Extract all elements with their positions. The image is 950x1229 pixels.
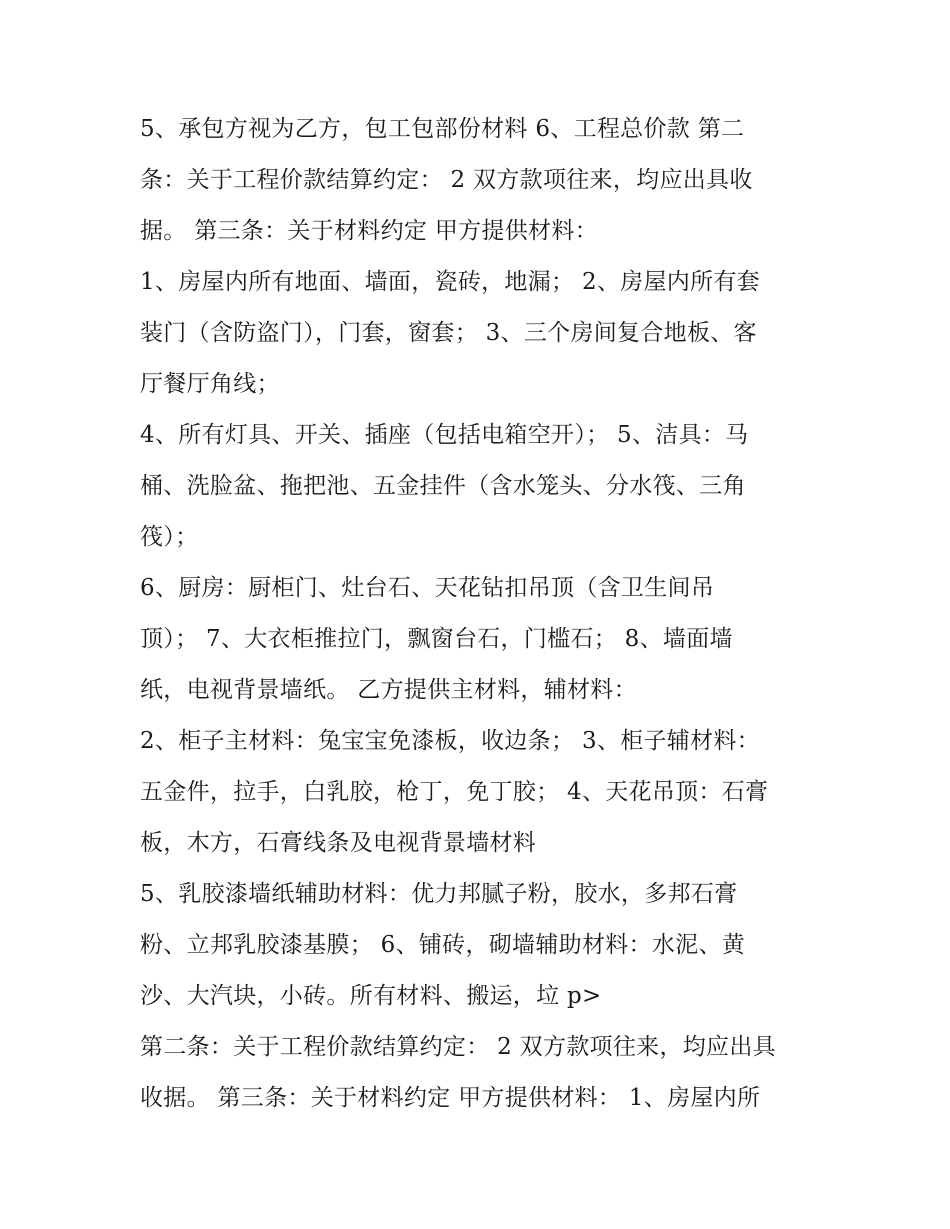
text-line: 装门（含防盗门），门套，窗套； 3、三个房间复合地板、客 — [140, 320, 757, 346]
text-line: 第二条：关于工程价款结算约定： 2 双方款项往来，均应出具 — [140, 1034, 776, 1060]
text-line: 厅餐厅角线； — [140, 371, 280, 397]
text-line: 顶）； 7、大衣柜推拉门，飘窗台石，门槛石； 8、墙面墙 — [140, 626, 733, 652]
text-line: 粉、立邦乳胶漆基膜； 6、铺砖，砌墙辅助材料：水泥、黄 — [140, 932, 746, 958]
text-line: 1、房屋内所有地面、墙面，瓷砖，地漏； 2、房屋内所有套 — [140, 269, 760, 295]
text-line: 2、柜子主材料：兔宝宝免漆板，收边条； 3、柜子辅材料： — [140, 728, 760, 754]
text-line: 条：关于工程价款结算约定： 2 双方款项往来，均应出具收 — [140, 167, 753, 193]
text-line: 5、乳胶漆墙纸辅助材料：优力邦腻子粉，胶水，多邦石膏 — [140, 881, 738, 907]
text-line: 桶、洗脸盆、拖把池、五金挂件（含水笼头、分水筏、三角 — [140, 473, 746, 499]
text-line: 筏）； — [140, 524, 199, 550]
text-line: 6、厨房：厨柜门、灶台石、天花钻扣吊顶（含卫生间吊 — [140, 575, 715, 601]
text-line: 5、承包方视为乙方，包工包部份材料 6、工程总价款 第二 — [140, 116, 745, 142]
document-body — [140, 104, 820, 1124]
text-line: 板，木方，石膏线条及电视背景墙材料 — [140, 830, 537, 856]
text-line: 沙、大汽块，小砖。所有材料、搬运，垃 p> — [140, 983, 602, 1009]
text-line: 纸，电视背景墙纸。 乙方提供主材料，辅材料： — [140, 677, 637, 703]
text-line: 4、所有灯具、开关、插座（包括电箱空开）； 5、洁具：马 — [140, 422, 749, 448]
text-line: 五金件，拉手，白乳胶，枪丁，免丁胶； 4、天花吊顶：石膏 — [140, 779, 769, 805]
text-line: 据。 第三条：关于材料约定 甲方提供材料： — [140, 218, 598, 244]
text-line: 收据。 第三条：关于材料约定 甲方提供材料： 1、房屋内所 — [140, 1085, 761, 1111]
